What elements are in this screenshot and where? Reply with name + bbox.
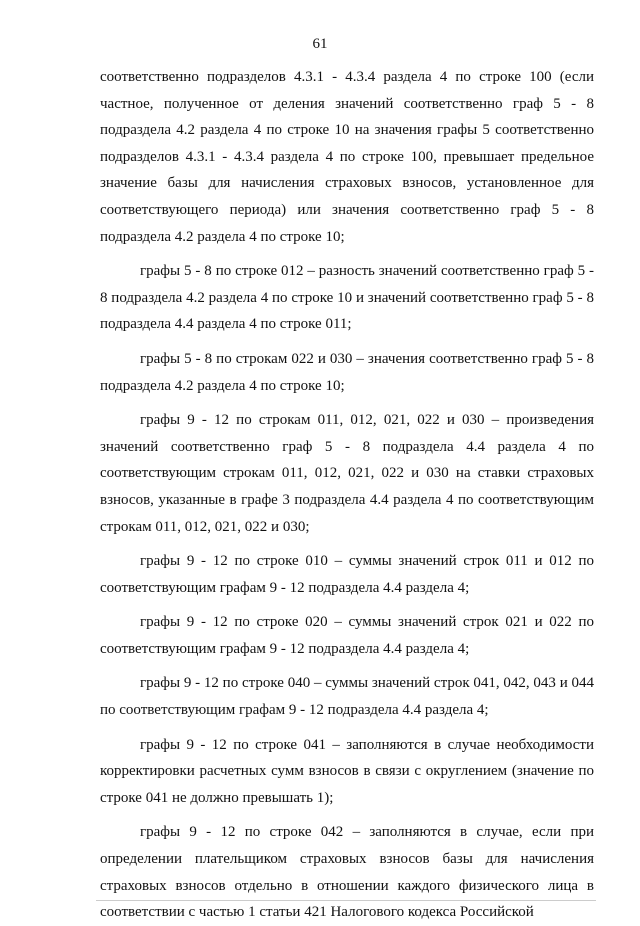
paragraph: графы 9 - 12 по строке 020 – суммы значений строк 021 и 022 по соответствующим графам 9 - 12 подраздела 4.4 раздела 4; [100, 614, 594, 657]
paragraph: графы 9 - 12 по строкам 011, 012, 021, 022 и 030 – произведения значений соответственно граф 5 - 8 подраздела 4.4 раздела 4 по соответствующим строкам 011, 012, 021, 022 и 030 на ставки страховых взносов, указанные в графе 3 подраздела 4.4 раздела 4 по соответствующим строкам 011, 012, 021, 022 и 030; [100, 412, 594, 535]
paragraph: графы 5 - 8 по строке 012 – разность значений соответственно граф 5 - 8 подраздела 4.2 раздела 4 по строке 10 и значений соответственно граф 5 - 8 подраздела 4.4 раздела 4 по строке 011; [100, 263, 594, 333]
paragraph: графы 9 - 12 по строке 041 – заполняются в случае необходимости корректировки расчетных сумм взносов в связи с округлением (значение по строке 041 не должно превышать 1); [100, 736, 594, 806]
paragraph: соответственно подразделов 4.3.1 - 4.3.4 раздела 4 по строке 100 (если частное, полученное от деления значений соответственно граф 5 - 8 подраздела 4.2 раздела 4 по строке 10 на значения графы 5 соответственно подразделов 4.3.1 - 4.3.4 раздела 4 по строке 100, превышает предельное значение базы для начисления страховых взносов, установленное для соответствующего периода) или значения соответственно граф 5 - 8 подраздела 4.2 раздела 4 по строке 10; [100, 69, 594, 245]
paragraph: графы 9 - 12 по строке 010 – суммы значений строк 011 и 012 по соответствующим графам 9 - 12 подраздела 4.4 раздела 4; [100, 553, 594, 596]
paragraph: графы 9 - 12 по строке 040 – суммы значений строк 041, 042, 043 и 044 по соответствующим графам 9 - 12 подраздела 4.4 раздела 4; [100, 675, 594, 719]
page-bottom-edge [96, 900, 596, 901]
document-body [100, 64, 594, 926]
paragraph: графы 5 - 8 по строкам 022 и 030 – значения соответственно граф 5 - 8 подраздела 4.2 раздела 4 по строке 10; [100, 350, 594, 394]
page-number: 61 [312, 36, 328, 52]
paragraph: графы 9 - 12 по строке 042 – заполняются в случае, если при определении плательщиком страховых взносов базы для начисления страховых взносов отдельно в отношении каждого физического лица в соответствии с частью 1 статьи 421 Налогового кодекса Российской [100, 824, 594, 921]
